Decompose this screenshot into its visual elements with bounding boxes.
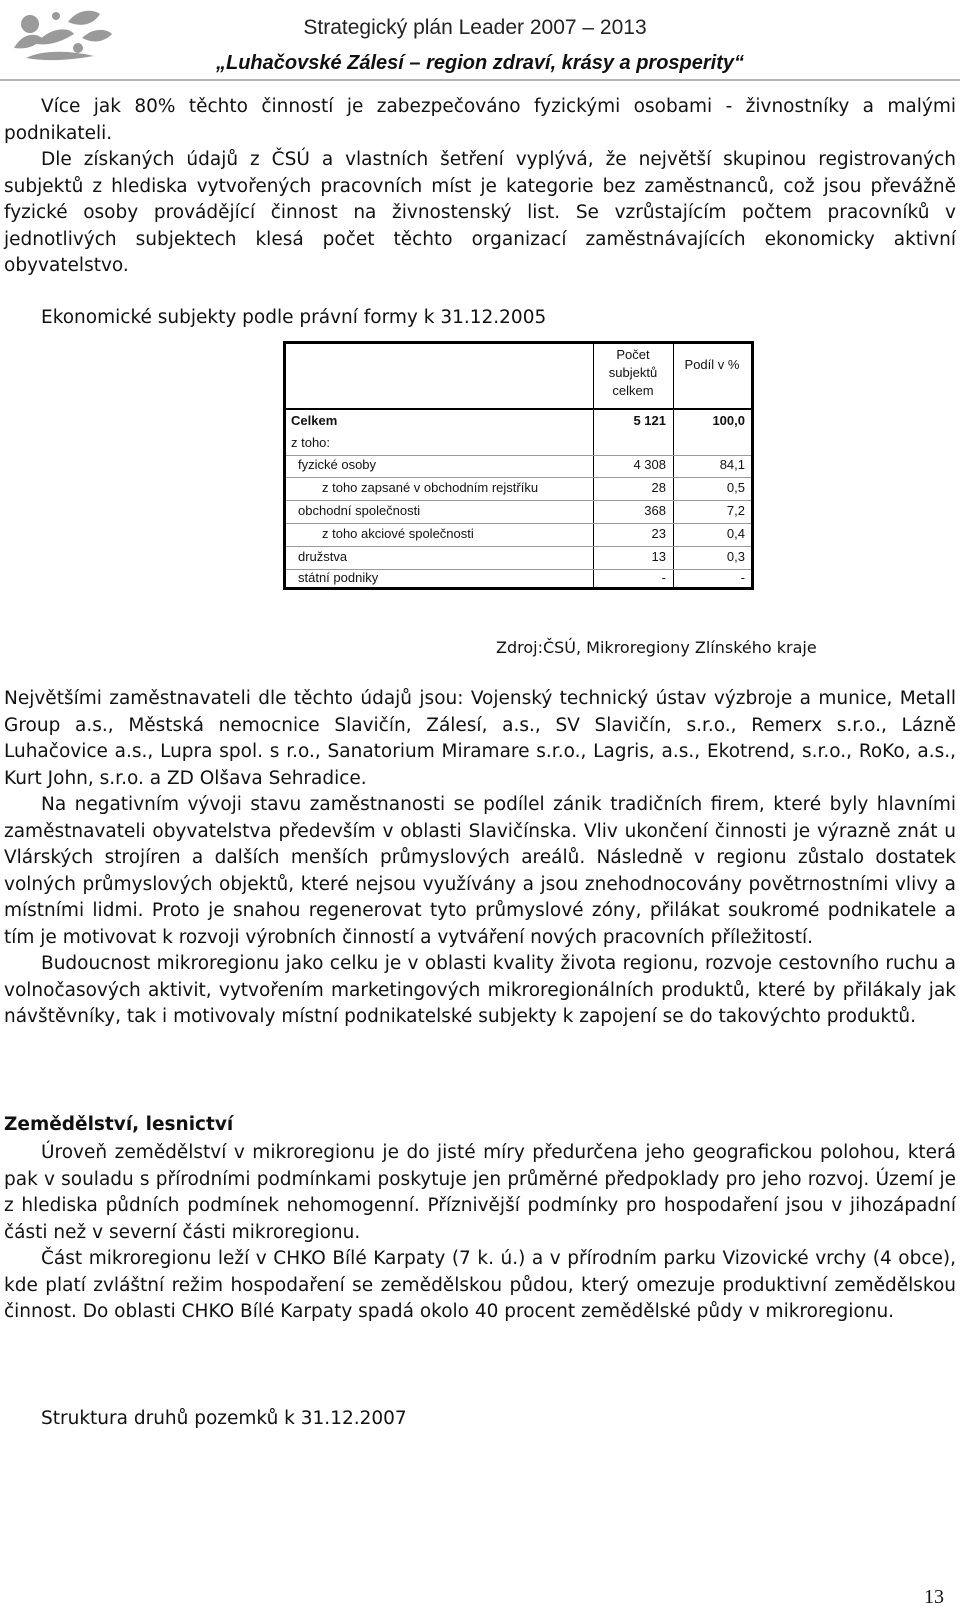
table-source: Zdroj:ČSÚ, Mikroregiony Zlínského kraje: [496, 638, 817, 657]
row-label: státní podniky: [298, 570, 379, 585]
row-share: 0,4: [726, 526, 745, 541]
row-label: družstva: [298, 549, 348, 564]
table-row: [286, 477, 751, 501]
table-row: [286, 567, 751, 590]
row-count: -: [661, 570, 666, 585]
page-number: 13: [924, 1586, 944, 1608]
row-share: 7,2: [726, 503, 745, 518]
row-share: 84,1: [719, 457, 745, 472]
paragraph-p1: Více jak 80% těchto činností je zabezpečováno fyzickými osobami - živnostníky a malými podnikateli.: [4, 96, 956, 144]
row-count: 5 121: [633, 413, 666, 428]
paragraph-p6: Úroveň zemědělství v mikroregionu je do jisté míry předurčena jeho geografickou polohou, která pak v souladu s přírodními podmínkami poskytuje jen průměrné předpoklady pro jeho rozvoj. Území je z hlediska půdních podmínek nehomogenní. Příznivější podmínky pro hospodaření jsou v jihozápadní části než v severní části mikroregionu.: [4, 1142, 956, 1243]
text-block-upper: [4, 94, 956, 280]
text-block-middle: [4, 686, 956, 1031]
row-count: 23: [651, 526, 666, 541]
paragraph-p2: Dle získaných údajů z ČSÚ a vlastních šetření vyplývá, že největší skupinou registrovaných subjektů z hlediska vytvořených pracovních míst je kategorie bez zaměstnanců, což jsou převážně fyzické osoby provádějící činnost na živnostenský list. Se vzrůstajícím počtem pracovníků v jednotlivých subjektech klesá počet těchto organizací zaměstnávajících ekonomicky aktivní obyvatelstvo.: [4, 149, 956, 276]
paragraph-p7: Část mikroregionu leží v CHKO Bílé Karpaty (7 k. ú.) a v přírodním parku Vizovické vrchy (4 obce), kde platí zvláštní režim hospodaření se zemědělskou půdou, který omezuje produktivní zemědělskou činnost. Do oblasti CHKO Bílé Karpaty spadá okolo 40 procent zemědělské půdy v mikroregionu.: [4, 1248, 956, 1322]
header-share: Podíl v %: [684, 357, 740, 372]
header-divider: [0, 79, 960, 81]
row-count: 4 308: [633, 457, 666, 472]
economic-subjects-table: [283, 341, 754, 590]
row-label: z toho akciové společnosti: [322, 526, 474, 541]
paragraph-p4: Na negativním vývoji stavu zaměstnanosti se podílel zánik tradičních firem, které byly hlavními zaměstnavateli obyvatelstva především v oblasti Slavičínska. Vliv ukončení činnosti je výrazně znát u Vlárských strojíren a dalších menších průmyslových areálů. Následně v regionu zůstalo dostatek volných průmyslových objektů, které nejsou využívány a jsou znehodnocovány povětrnostními vlivy a místními lidmi. Proto je snahou regenerovat tyto průmyslové zóny, přilákat soukromé podnikatele a tím je motivovat k rozvoji výrobních činností a vytváření nových pracovních příležitostí.: [4, 794, 956, 948]
table-row: [286, 454, 751, 478]
header-subtitle: „Luhačovské Zálesí – region zdraví, krásy a prosperity“: [216, 52, 744, 74]
row-share: -: [740, 570, 745, 585]
table-row: [286, 500, 751, 524]
table-row: [286, 523, 751, 547]
row-label: Celkem: [291, 413, 338, 428]
paragraph-p3: Největšími zaměstnavateli dle těchto údajů jsou: Vojenský technický ústav výzbroje a munice, Metall Group a.s., Městská nemocnice Slavičín, Zálesí, a.s., SV Slavičín, s.r.o., Remerx s.r.o., Lázně Luhačovice a.s., Lupra spol. s r.o., Sanatorium Miramare s.r.o., Lagris, a.s., Ekotrend, s.r.o., RoKo, a.s., Kurt John, s.r.o. a ZD Olšava Sehradice.: [4, 688, 956, 789]
row-count: 13: [651, 549, 666, 564]
leader-logo-icon: [8, 4, 118, 66]
row-share: 0,5: [726, 480, 745, 495]
row-count: 28: [651, 480, 666, 495]
figure-caption: Struktura druhů pozemků k 31.12.2007: [41, 1408, 407, 1429]
header-count: Počet subjektů celkem: [608, 347, 658, 398]
table-row: [286, 410, 751, 433]
table-caption: Ekonomické subjekty podle právní formy k 31.12.2005: [41, 307, 547, 328]
header-title: Strategický plán Leader 2007 – 2013: [303, 16, 647, 39]
row-share: 0,3: [726, 549, 745, 564]
table-row: [286, 432, 751, 456]
row-count: 368: [644, 503, 666, 518]
row-label: fyzické osoby: [298, 457, 377, 472]
paragraph-p5: Budoucnost mikroregionu jako celku je v oblasti kvality života regionu, rozvoje cestovního ruchu a volnočasových aktivit, vytvořením marketingových mikroregionálních produktů, které by přilákaly jak návštěvníky, tak i motivovaly místní podnikatelské subjekty k zapojení se do takovýchto produktů.: [4, 953, 956, 1027]
row-label: obchodní společnosti: [298, 503, 421, 518]
text-block-lower: [4, 1140, 956, 1326]
row-share: 100,0: [712, 413, 745, 428]
row-label: z toho zapsané v obchodním rejstříku: [322, 480, 539, 495]
section-heading: Zemědělství, lesnictví: [4, 1114, 234, 1135]
row-label: z toho:: [291, 435, 331, 450]
